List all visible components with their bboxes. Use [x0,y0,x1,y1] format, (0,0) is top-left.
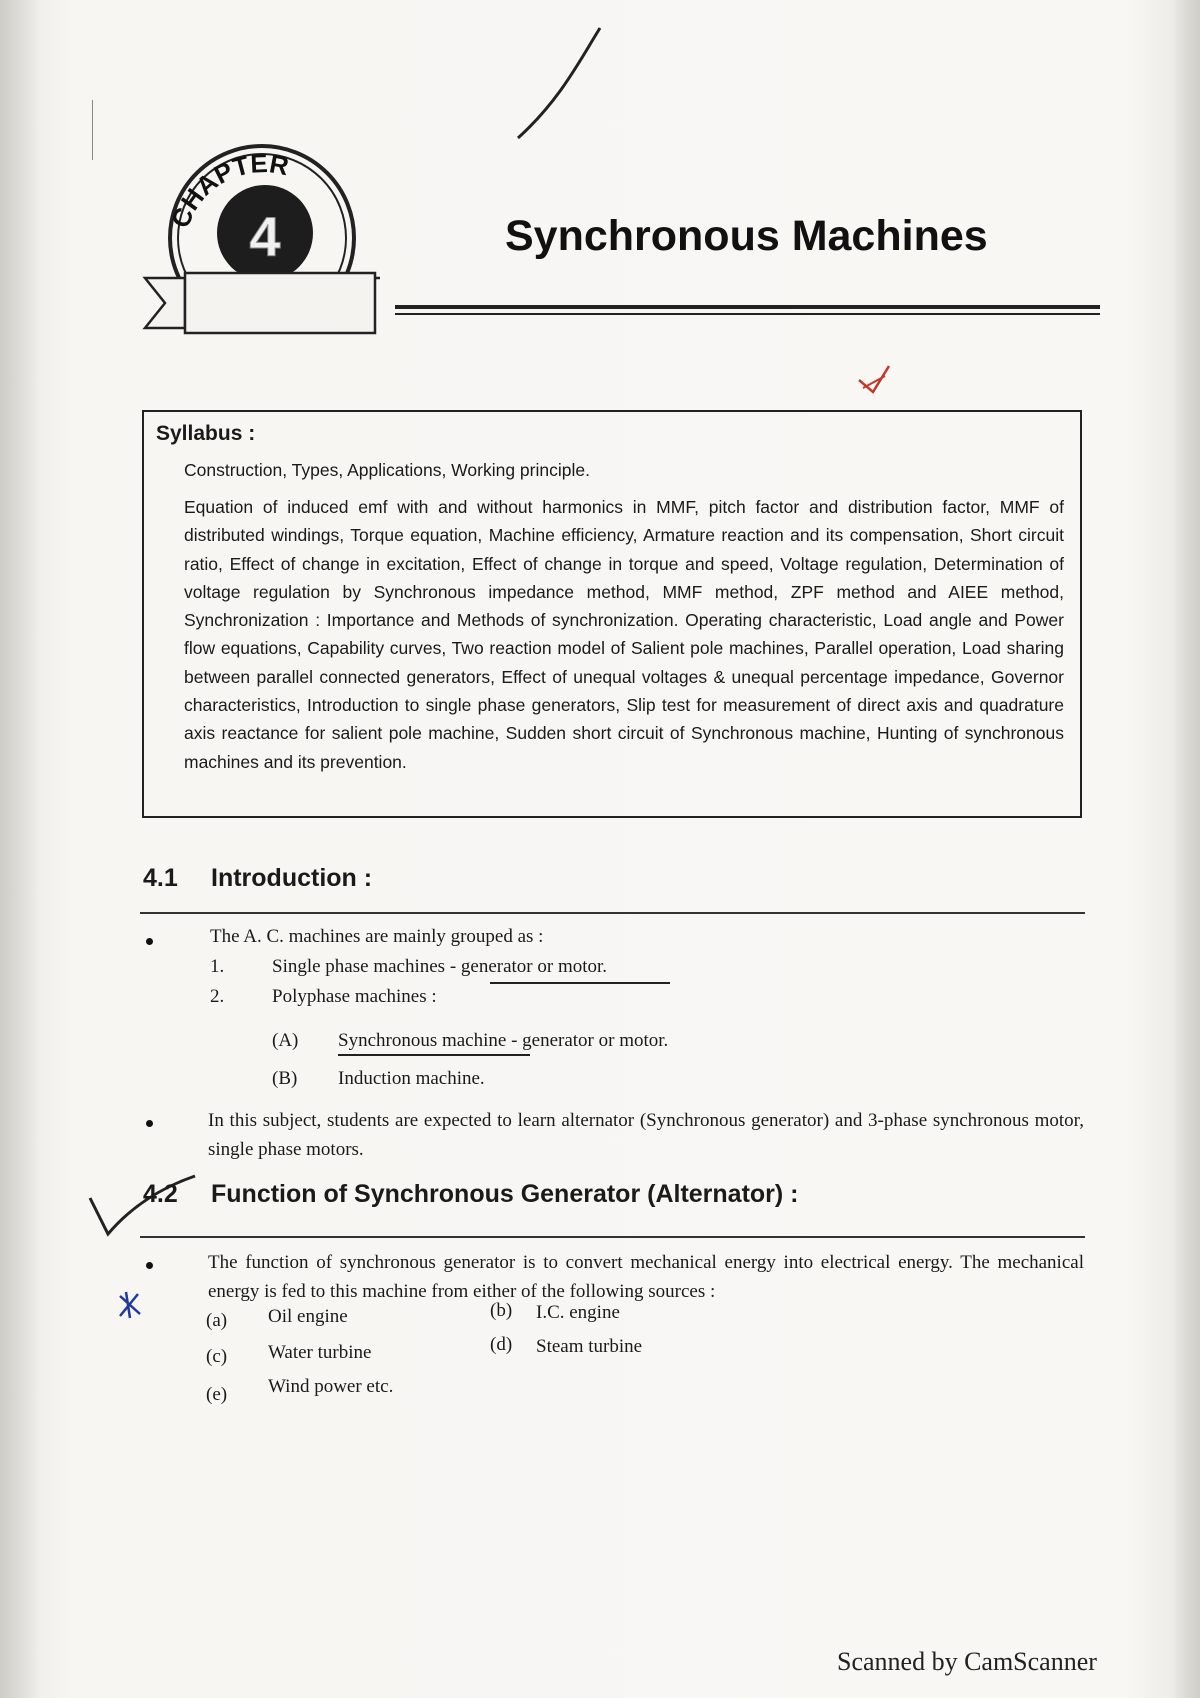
chapter-badge [140,128,380,358]
page-shadow-right [1172,0,1200,1698]
section-rule [140,912,1085,914]
section-number: 4.2 [143,1180,178,1208]
sublist-item: Synchronous machine - generator or motor. [338,1030,669,1051]
source-item: I.C. engine [536,1302,620,1323]
source-label: (c) [206,1346,228,1367]
pen-star-mark [112,1288,148,1324]
bullet [146,1262,153,1269]
pen-stroke-top [500,20,610,150]
list-label: 1. [210,956,225,977]
list-label: 2. [210,986,225,1007]
section-rule [140,1236,1085,1238]
pen-underline [490,982,670,984]
section-heading-4-2 [143,1180,799,1209]
section-title: Introduction : [211,864,373,892]
source-item: Water turbine [268,1342,372,1363]
source-item: Wind power etc. [268,1376,394,1397]
list-item: Single phase machines - generator or motor. [272,956,608,977]
section1-intro: The A. C. machines are mainly grouped as : [210,926,544,947]
scanner-watermark: Scanned by CamScanner [837,1647,1097,1676]
syllabus-box [142,410,1082,818]
section2-paragraph: The function of synchronous generator is to convert mechanical energy into electrical energy. The mechanical energy is fed to this machine from either of the following sources : [208,1252,1084,1302]
list-item: Polyphase machines : [272,986,437,1007]
section-number: 4.1 [143,864,178,892]
source-label: (a) [206,1310,228,1331]
chapter-word: CHAPTER [164,147,292,232]
sublist-item: Induction machine. [338,1068,485,1089]
syllabus-heading: Syllabus : [156,422,256,445]
pen-tick-red [855,362,895,400]
source-label: (b) [490,1300,513,1321]
source-item: Steam turbine [536,1336,643,1357]
section1-paragraph: In this subject, students are expected to learn alternator (Synchronous generator) and 3-phase synchronous motor, single phase motors. [208,1110,1084,1160]
bullet [146,1120,153,1127]
chapter-badge-graphic [140,128,380,358]
page-shadow-left [0,0,40,1698]
section-heading-4-1 [143,864,372,893]
source-item: Oil engine [268,1306,348,1327]
margin-mark [92,100,93,160]
source-label: (d) [490,1334,513,1355]
section-title: Function of Synchronous Generator (Alternator) : [211,1180,799,1208]
title-rule [395,305,1100,317]
chapter-title: Synchronous Machines [505,212,988,260]
chapter-number: 4 [249,205,281,268]
syllabus-line1: Construction, Types, Applications, Working principle. [184,460,590,480]
syllabus-body: Equation of induced emf with and without harmonics in MMF, pitch factor and distribution factor, MMF of distributed windings, Torque equation, Machine efficiency, Armature reaction and its compensation, Short circuit ratio, Effect of change in excitation, Effect of change in torque and speed, Voltage regulation, Determination of voltage regulation by Synchronous impedance method, MMF method, ZPF method and AIEE method, Synchronization : Importance and Methods of synchronization. Operating characteristic, Load angle and Power flow equations, Capability curves, Two reaction model of Salient pole machines, Parallel operation, Load sharing between parallel connected generators, Effect of unequal voltages & unequal percentage impedance, Governor characteristics, Introduction to single phase generators, Slip test for measurement of direct axis and quadrature axis reactance for salient pole machine, Sudden short circuit of Synchronous machine, Hunting of synchronous machines and its prevention. [184,497,1064,772]
bullet [146,938,153,945]
pen-underline [338,1054,530,1056]
sublist-label: (B) [272,1068,298,1089]
source-label: (e) [206,1384,228,1405]
sublist-label: (A) [272,1030,299,1051]
